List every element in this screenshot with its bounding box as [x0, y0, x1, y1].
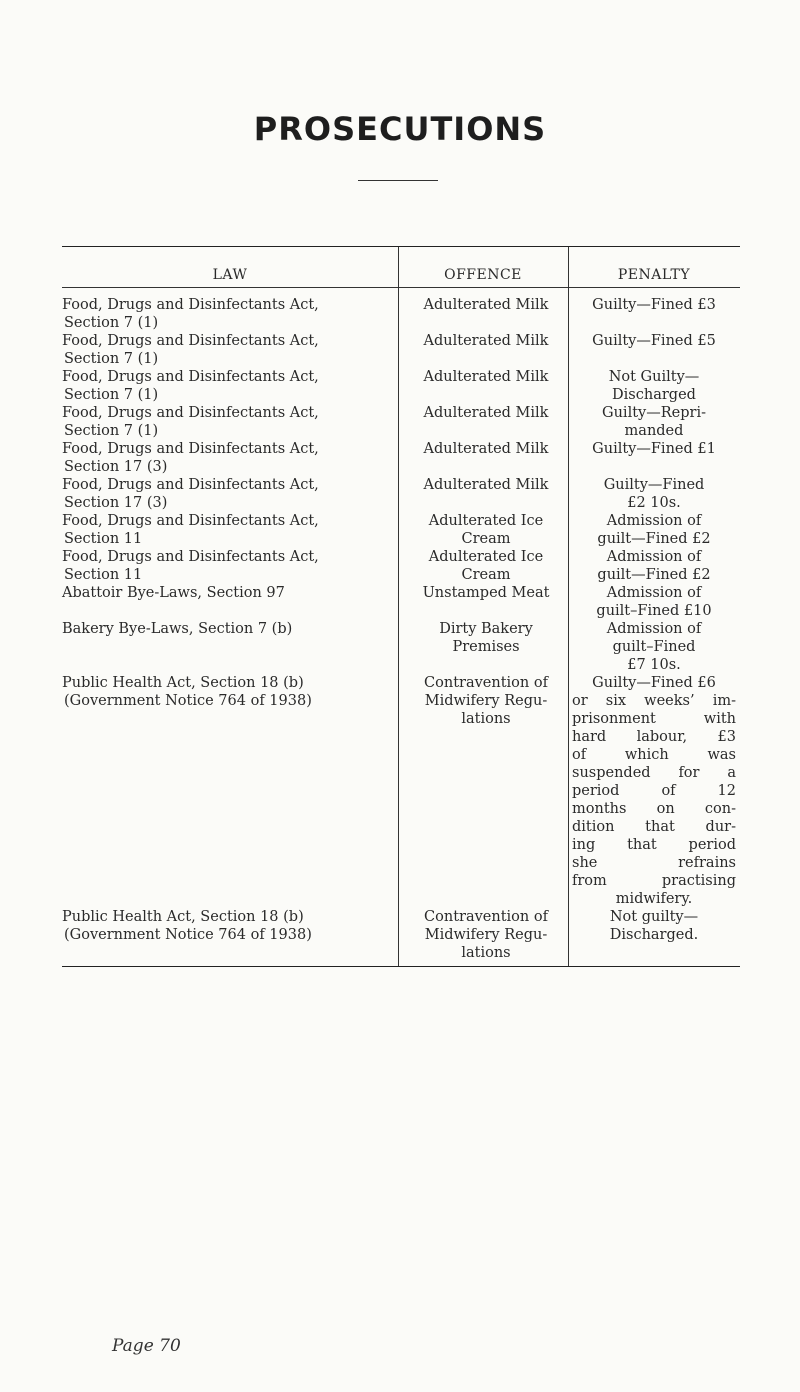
- offence-cell: [410, 674, 562, 728]
- penalty-cell-line: Not guilty—: [609, 909, 699, 925]
- offence-cell-line: Adulterated Ice: [428, 513, 544, 529]
- law-cell-line: Food, Drugs and Disinfectants Act,: [62, 405, 319, 421]
- penalty-cell: [564, 512, 744, 548]
- law-cell: [62, 674, 384, 710]
- penalty-cell-line: hard labour, £3: [572, 729, 736, 745]
- header-offence: OFFENCE: [444, 267, 522, 283]
- penalty-cell: [564, 404, 744, 440]
- table-row: [62, 296, 740, 332]
- penalty-cell-line: Admission of: [606, 549, 702, 565]
- penalty-cell: [564, 548, 744, 584]
- prosecutions-table: [62, 246, 740, 967]
- offence-cell: [410, 296, 562, 314]
- table-row: [62, 908, 740, 962]
- penalty-cell: [564, 296, 744, 314]
- table-row: [62, 368, 740, 404]
- penalty-cell-line: ing that period: [572, 837, 736, 853]
- offence-cell: [410, 368, 562, 386]
- table-row: [62, 440, 740, 476]
- penalty-cell-line: Guilty—Fined £1: [592, 441, 716, 457]
- table-row: [62, 620, 740, 674]
- offence-cell: [410, 404, 562, 422]
- page-title: PROSECUTIONS: [253, 110, 547, 148]
- table-row: [62, 332, 740, 368]
- penalty-cell-line: suspended for a: [572, 765, 736, 781]
- page-number: Page 70: [112, 1336, 181, 1356]
- offence-cell-line: Premises: [452, 639, 520, 655]
- offence-cell-line: Adulterated Milk: [423, 369, 549, 385]
- law-cell: [62, 512, 384, 548]
- law-cell: [62, 296, 384, 332]
- penalty-cell-line: Admission of: [606, 621, 702, 637]
- offence-cell-line: lations: [461, 945, 511, 961]
- offence-cell: [410, 440, 562, 458]
- table-row: [62, 674, 740, 908]
- header-law: LAW: [212, 267, 248, 283]
- penalty-cell-line: guilt—Fined £2: [597, 531, 711, 547]
- penalty-cell-line: prisonment with: [572, 711, 736, 727]
- law-cell: [62, 548, 384, 584]
- law-cell: [62, 440, 384, 476]
- law-cell-line: Section 7 (1): [64, 423, 159, 439]
- penalty-cell-line: Admission of: [606, 585, 702, 601]
- penalty-cell-line: Discharged: [612, 387, 696, 403]
- table-row: [62, 548, 740, 584]
- law-cell: [62, 584, 384, 602]
- offence-cell-line: Adulterated Milk: [423, 297, 549, 313]
- law-cell-line: Food, Drugs and Disinfectants Act,: [62, 513, 319, 529]
- penalty-cell-line: from practising: [572, 873, 736, 889]
- law-cell-line: Food, Drugs and Disinfectants Act,: [62, 369, 319, 385]
- offence-cell-line: Midwifery Regu-: [424, 927, 548, 943]
- law-cell: [62, 368, 384, 404]
- penalty-cell-line: period of 12: [572, 783, 736, 799]
- law-cell-line: Section 7 (1): [64, 387, 159, 403]
- law-cell-line: Section 11: [64, 531, 143, 547]
- law-cell-line: Section 17 (3): [64, 459, 168, 475]
- title-rule: [358, 180, 438, 181]
- penalty-cell: [564, 674, 744, 908]
- offence-cell: [410, 476, 562, 494]
- penalty-cell: [564, 584, 744, 620]
- law-cell-line: Section 17 (3): [64, 495, 168, 511]
- table-header: [62, 247, 740, 288]
- offence-cell-line: Dirty Bakery: [439, 621, 533, 637]
- penalty-cell-line: guilt–Fined £10: [596, 603, 712, 619]
- table-row: [62, 512, 740, 548]
- table-body: [62, 288, 740, 966]
- law-cell-line: Food, Drugs and Disinfectants Act,: [62, 477, 319, 493]
- penalty-cell-line: she refrains: [572, 855, 736, 871]
- law-cell-line: Section 11: [64, 567, 143, 583]
- law-cell: [62, 404, 384, 440]
- offence-cell-line: Midwifery Regu-: [424, 693, 548, 709]
- header-penalty: PENALTY: [617, 267, 691, 283]
- offence-cell-line: Unstamped Meat: [422, 585, 550, 601]
- table-row: [62, 476, 740, 512]
- penalty-cell-line: Guilty—Repri-: [602, 405, 706, 421]
- penalty-cell-line: Guilty—Fined £6: [592, 675, 716, 691]
- penalty-cell: [564, 440, 744, 458]
- law-cell-line: Abattoir Bye-Laws, Section 97: [62, 585, 285, 601]
- offence-cell-line: Cream: [461, 531, 511, 547]
- offence-cell: [410, 620, 562, 656]
- penalty-cell-line: £7 10s.: [627, 657, 681, 673]
- law-cell: [62, 476, 384, 512]
- offence-cell: [410, 512, 562, 548]
- penalty-cell-line: dition that dur-: [572, 819, 736, 835]
- penalty-cell: [564, 332, 744, 350]
- law-cell: [62, 620, 384, 638]
- law-cell-line: Public Health Act, Section 18 (b): [62, 909, 304, 925]
- penalty-cell-line: guilt—Fined £2: [597, 567, 711, 583]
- law-cell-line: Food, Drugs and Disinfectants Act,: [62, 297, 319, 313]
- penalty-cell: [564, 908, 744, 944]
- penalty-cell-line: months on con-: [572, 801, 736, 817]
- law-cell-line: Section 7 (1): [64, 351, 159, 367]
- penalty-cell-line: £2 10s.: [627, 495, 681, 511]
- penalty-cell-line: Admission of: [606, 513, 702, 529]
- offence-cell: [410, 332, 562, 350]
- offence-cell: [410, 908, 562, 962]
- penalty-cell: [564, 620, 744, 674]
- law-cell: [62, 908, 384, 944]
- penalty-cell-line: Guilty—Fined: [603, 477, 705, 493]
- penalty-cell-line: Not Guilty—: [608, 369, 700, 385]
- offence-cell-line: Adulterated Milk: [423, 333, 549, 349]
- offence-cell-line: Adulterated Milk: [423, 441, 549, 457]
- law-cell-line: (Government Notice 764 of 1938): [64, 927, 312, 943]
- penalty-cell: [564, 368, 744, 404]
- offence-cell-line: Contravention of: [424, 675, 548, 691]
- offence-cell-line: Contravention of: [424, 909, 548, 925]
- offence-cell-line: Adulterated Ice: [428, 549, 544, 565]
- law-cell: [62, 332, 384, 368]
- offence-cell-line: Adulterated Milk: [423, 405, 549, 421]
- penalty-cell-line: or six weeks’ im-: [572, 693, 736, 709]
- penalty-cell-line: Guilty—Fined £3: [592, 297, 716, 313]
- law-cell-line: Food, Drugs and Disinfectants Act,: [62, 333, 319, 349]
- table-row: [62, 404, 740, 440]
- law-cell-line: Food, Drugs and Disinfectants Act,: [62, 549, 319, 565]
- law-cell-line: Food, Drugs and Disinfectants Act,: [62, 441, 319, 457]
- penalty-cell-line: Discharged.: [609, 927, 699, 943]
- offence-cell-line: lations: [461, 711, 511, 727]
- offence-cell-line: Cream: [461, 567, 511, 583]
- offence-cell-line: Adulterated Milk: [423, 477, 549, 493]
- law-cell-line: (Government Notice 764 of 1938): [64, 693, 312, 709]
- penalty-cell-line: of which was: [572, 747, 736, 763]
- offence-cell: [410, 548, 562, 584]
- penalty-cell-line: manded: [624, 423, 684, 439]
- law-cell-line: Section 7 (1): [64, 315, 159, 331]
- law-cell-line: Bakery Bye-Laws, Section 7 (b): [62, 621, 293, 637]
- penalty-cell-line: guilt–Fined: [612, 639, 696, 655]
- offence-cell: [410, 584, 562, 602]
- law-cell-line: Public Health Act, Section 18 (b): [62, 675, 304, 691]
- penalty-cell-line: Guilty—Fined £5: [592, 333, 716, 349]
- table-row: [62, 584, 740, 620]
- penalty-cell-line: midwifery.: [615, 891, 693, 907]
- penalty-cell: [564, 476, 744, 512]
